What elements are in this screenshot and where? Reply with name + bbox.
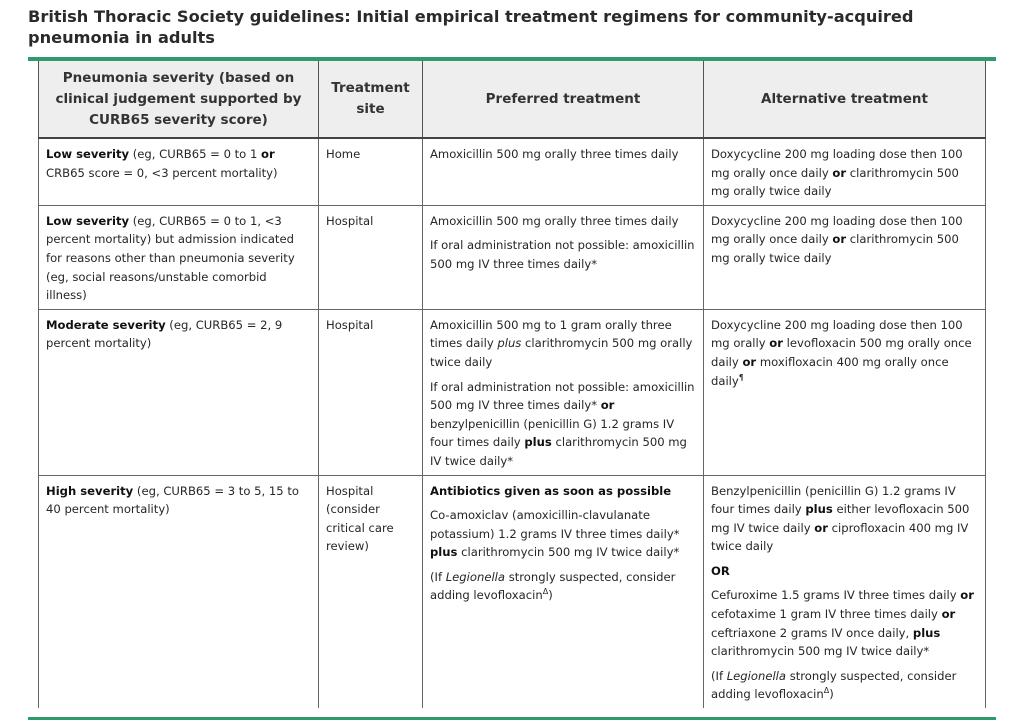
footnote-mark: Δ	[542, 587, 549, 597]
header-preferred: Preferred treatment	[423, 61, 704, 138]
preferred-cell: Amoxicillin 500 mg to 1 gram orally three times daily plus clarithromycin 500 mg orally twice daily If oral administration not possible: amoxicillin 500 mg IV three times daily* or benzylpenicillin (penicillin G) 1.2 grams IV four times daily plus clarithromycin 500 mg IV twice daily*	[423, 309, 704, 475]
table-row	[39, 205, 986, 309]
table-row	[39, 309, 986, 475]
footnote-mark: ¶	[738, 372, 744, 382]
site-cell: Home	[319, 138, 423, 205]
page-title: British Thoracic Society guidelines: Initial empirical treatment regimens for community-acquired pneumonia in adults	[28, 7, 914, 47]
header-site: Treatment site	[319, 61, 423, 138]
table-header-row	[39, 61, 986, 138]
severity-cell: High severity (eg, CURB65 = 3 to 5, 15 to 40 percent mortality)	[39, 475, 319, 708]
preferred-cell: Antibiotics given as soon as possible Co-amoxiclav (amoxicillin-clavulanate potassium) 1.2 grams IV three times daily* plus clarithromycin 500 mg IV twice daily* (If Legionella strongly suspected, consider adding levofloxacin$^\Delta$)	[423, 475, 704, 708]
severity-cell: Low severity (eg, CURB65 = 0 to 1, <3 percent mortality) but admission indicated for reasons other than pneumonia severity (eg, social reasons/unstable comorbid illness)	[39, 205, 319, 309]
header-severity: Pneumonia severity (based on clinical judgement supported by CURB65 severity score)	[39, 61, 319, 138]
table-row	[39, 475, 986, 708]
site-cell: Hospital	[319, 309, 423, 475]
bottom-divider	[28, 717, 996, 720]
severity-cell: Moderate severity (eg, CURB65 = 2, 9 percent mortality)	[39, 309, 319, 475]
preferred-cell: Amoxicillin 500 mg orally three times daily	[423, 138, 704, 205]
alternative-cell: Doxycycline 200 mg loading dose then 100 mg orally once daily or clarithromycin 500 mg orally twice daily	[704, 138, 986, 205]
preferred-cell: Amoxicillin 500 mg orally three times daily If oral administration not possible: amoxicillin 500 mg IV three times daily*	[423, 205, 704, 309]
table-row	[39, 138, 986, 205]
severity-cell: Low severity (eg, CURB65 = 0 to 1 or CRB65 score = 0, <3 percent mortality)	[39, 138, 319, 205]
alternative-cell: Benzylpenicillin (penicillin G) 1.2 grams IV four times daily plus either levofloxacin 500 mg IV twice daily or ciprofloxacin 400 mg IV twice daily OR Cefuroxime 1.5 grams IV three times daily or cefotaxime 1 gram IV three times daily or ceftriaxone 2 grams IV once daily, plus clarithromycin 500 mg IV twice daily* (If Legionella strongly suspected, consider adding levofloxacin$^\Delta$)	[704, 475, 986, 708]
treatment-table	[38, 61, 986, 708]
header-alternative: Alternative treatment	[704, 61, 986, 138]
site-cell: Hospital (consider critical care review)	[319, 475, 423, 708]
alternative-cell: Doxycycline 200 mg loading dose then 100 mg orally or levofloxacin 500 mg orally once daily or moxifloxacin 400 mg orally once daily¶	[704, 309, 986, 475]
site-cell: Hospital	[319, 205, 423, 309]
footnote-mark: Δ	[823, 686, 830, 696]
alternative-cell: Doxycycline 200 mg loading dose then 100 mg orally once daily or clarithromycin 500 mg orally twice daily	[704, 205, 986, 309]
